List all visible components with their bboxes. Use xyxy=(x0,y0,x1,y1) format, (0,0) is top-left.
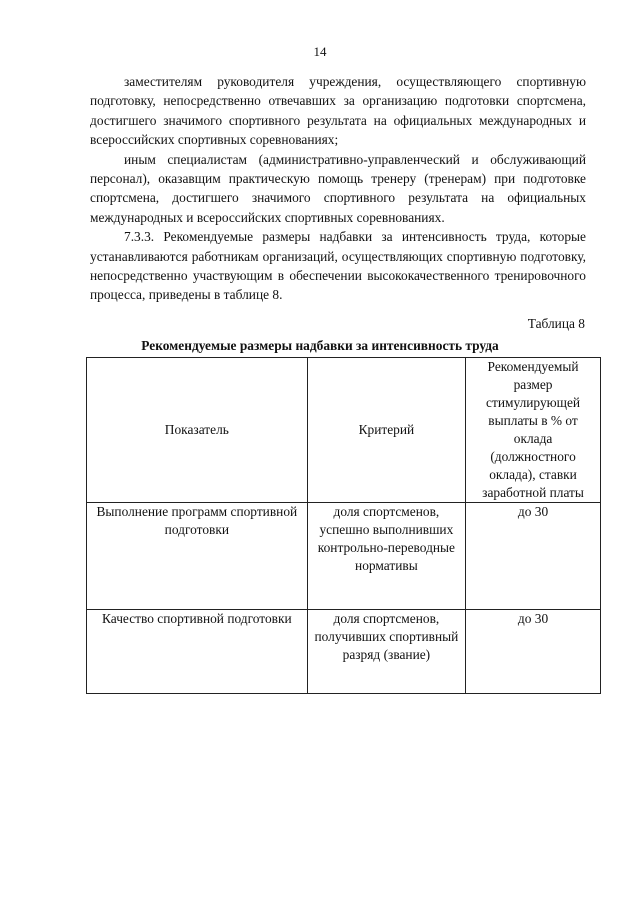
paragraph: 7.3.3. Рекомендуемые размеры надбавки за интенсивность труда, которые устанавливаются работникам организаций, осуществляющих спортивную подготовку, непосредственно участвующим в обеспечении высококачественного тренировочного процесса, приведены в таблице 8. xyxy=(90,229,586,303)
table-cell-size: до 30 xyxy=(466,503,601,610)
table-label: Таблица 8 xyxy=(527,316,585,331)
page-number: 14 xyxy=(313,44,327,59)
body-text xyxy=(90,72,586,305)
table-title: Рекомендуемые размеры надбавки за интенсивность труда xyxy=(141,338,499,353)
table-row xyxy=(87,503,601,610)
paragraph: иным специалистам (административно-управленческий и обслуживающий персонал), оказавщим практическую помощь тренеру (тренерам) при подготовке спортсмена, достигшего значимого спортивного результата на официальных международных и всероссийских спортивных соревнованиях. xyxy=(90,151,586,225)
table-header-recommended-size: Рекомендуемый размер стимулирующей выплаты в % от оклада (должностного оклада), ставки заработной платы xyxy=(466,358,601,503)
table-row xyxy=(87,610,601,694)
table-header-criterion: Критерий xyxy=(307,358,465,503)
table-header-row xyxy=(87,358,601,503)
table-cell-indicator: Выполнение программ спортивной подготовки xyxy=(87,503,308,610)
table-cell-indicator: Качество спортивной подготовки xyxy=(87,610,308,694)
table-header-indicator: Показатель xyxy=(87,358,308,503)
table-cell-size: до 30 xyxy=(466,610,601,694)
allowance-table xyxy=(86,357,601,694)
table-cell-criterion: доля спортсменов, успешно выполнивших контрольно-переводные нормативы xyxy=(307,503,465,610)
paragraph: заместителям руководителя учреждения, осуществляющего спортивную подготовку, непосредственно отвечавших за организацию подготовки спортсмена, достигшего значимого спортивного результата на официальных международных и всероссийских спортивных соревнованиях; xyxy=(90,74,586,148)
table-cell-criterion: доля спортсменов, получивших спортивный разряд (звание) xyxy=(307,610,465,694)
